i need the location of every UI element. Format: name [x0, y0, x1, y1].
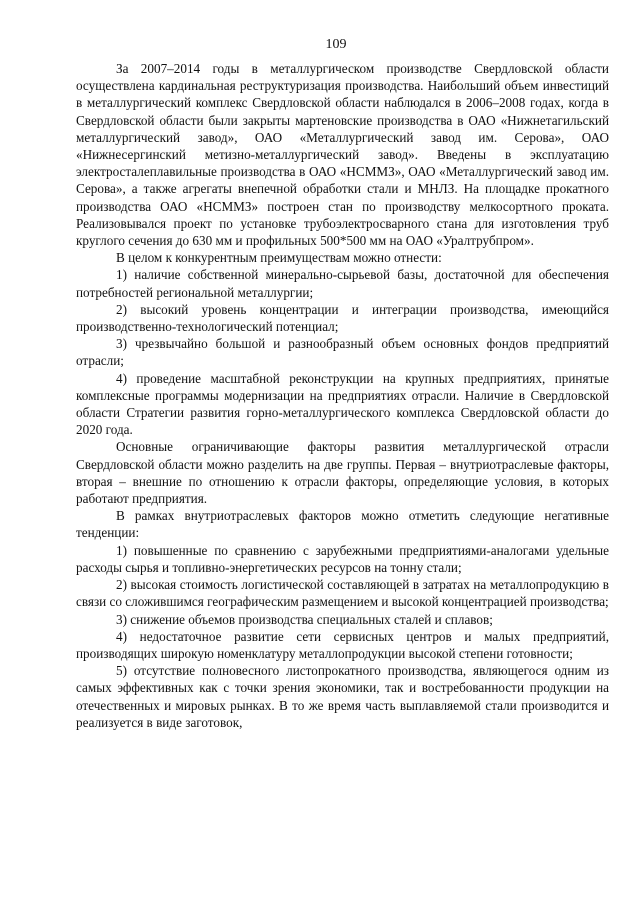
paragraph-negative-trends-heading: В рамках внутриотраслевых факторов можно отметить следующие негативные тенденции:: [76, 508, 609, 541]
list-item-trend-3: 3) снижение объемов производства специальных сталей и сплавов;: [116, 611, 493, 627]
list-item-trend-4: 4) недостаточное развитие сети сервисных центров и малых предприятий, производящих широкую номенклатуру металлопродукции высокой степени готовности;: [76, 628, 609, 661]
list-item-advantage-4: 4) проведение масштабной реконструкции на крупных предприятиях, принятые комплексные программы модернизации на предприятиях отрасли. Наличие в Свердловской области Стратегии развития горно-металлургического комплекса Свердловской области до 2020 года.: [76, 370, 609, 438]
body-text: [76, 60, 609, 731]
paragraph-advantages-heading: В целом к конкурентным преимуществам можно отнести:: [116, 250, 442, 266]
paragraph-limiting-factors: Основные ограничивающие факторы развития металлургической отрасли Свердловской области можно разделить на две группы. Первая – внутриотраслевые факторы, вторая – внешние по отношению к отрасли факторы, определяющие условия, в которых работают предприятия.: [76, 439, 609, 507]
list-item-advantage-1: 1) наличие собственной минерально-сырьевой базы, достаточной для обеспечения потребностей региональной металлургии;: [76, 267, 609, 300]
paragraph-intro: За 2007–2014 годы в металлургическом производстве Свердловской области осуществлена кардинальная реструктуризация производства. Наибольший объем инвестиций в металлургический комплекс Свердловской области наблюдался в 2006–2008 годах, когда в Свердловской области были закрыты мартеновские производства в ОАО «Нижнетагильский металлургический завод», ОАО «Металлургический завод им. Серова», ОАО «Нижнесергинский метизно-металлургический завод». Введены в эксплуатацию электросталеплавильные производства в ОАО «НСММЗ», ОАО «Металлургический завод им. Серова», а также агрегаты внепечной обработки стали и МНЛЗ. На площадке прокатного производства ОАО «НСММЗ» построен стан по производству мелкосортного проката. Реализовывался проект по установке трубоэлектросварного стана для изготовления труб круглого сечения до 630 мм и профильных 500*500 мм на ОАО «Уралтрубпром».: [76, 61, 609, 249]
list-item-trend-1: 1) повышенные по сравнению с зарубежными предприятиями-аналогами удельные расходы сырья и топливно-энергетических ресурсов на тонну стали;: [76, 542, 609, 575]
list-item-trend-5: 5) отсутствие полновесного листопрокатного производства, являющегося одним из самых эффективных как с точки зрения экономики, так и востребованности продукции на отечественных и мировых рынках. В то же время часть выплавляемой стали производится и реализуется в виде заготовок,: [76, 663, 609, 730]
list-item-trend-2: 2) высокая стоимость логистической составляющей в затратах на металлопродукцию в связи со сложившимся географическим размещением и высокой концентрацией производства;: [76, 577, 609, 610]
list-item-advantage-2: 2) высокий уровень концентрации и интеграции производства, имеющийся производственно-технологический потенциал;: [76, 301, 609, 335]
page-number: 109: [325, 37, 347, 52]
list-item-advantage-3: 3) чрезвычайно большой и разнообразный объем основных фондов предприятий отрасли;: [76, 336, 609, 369]
